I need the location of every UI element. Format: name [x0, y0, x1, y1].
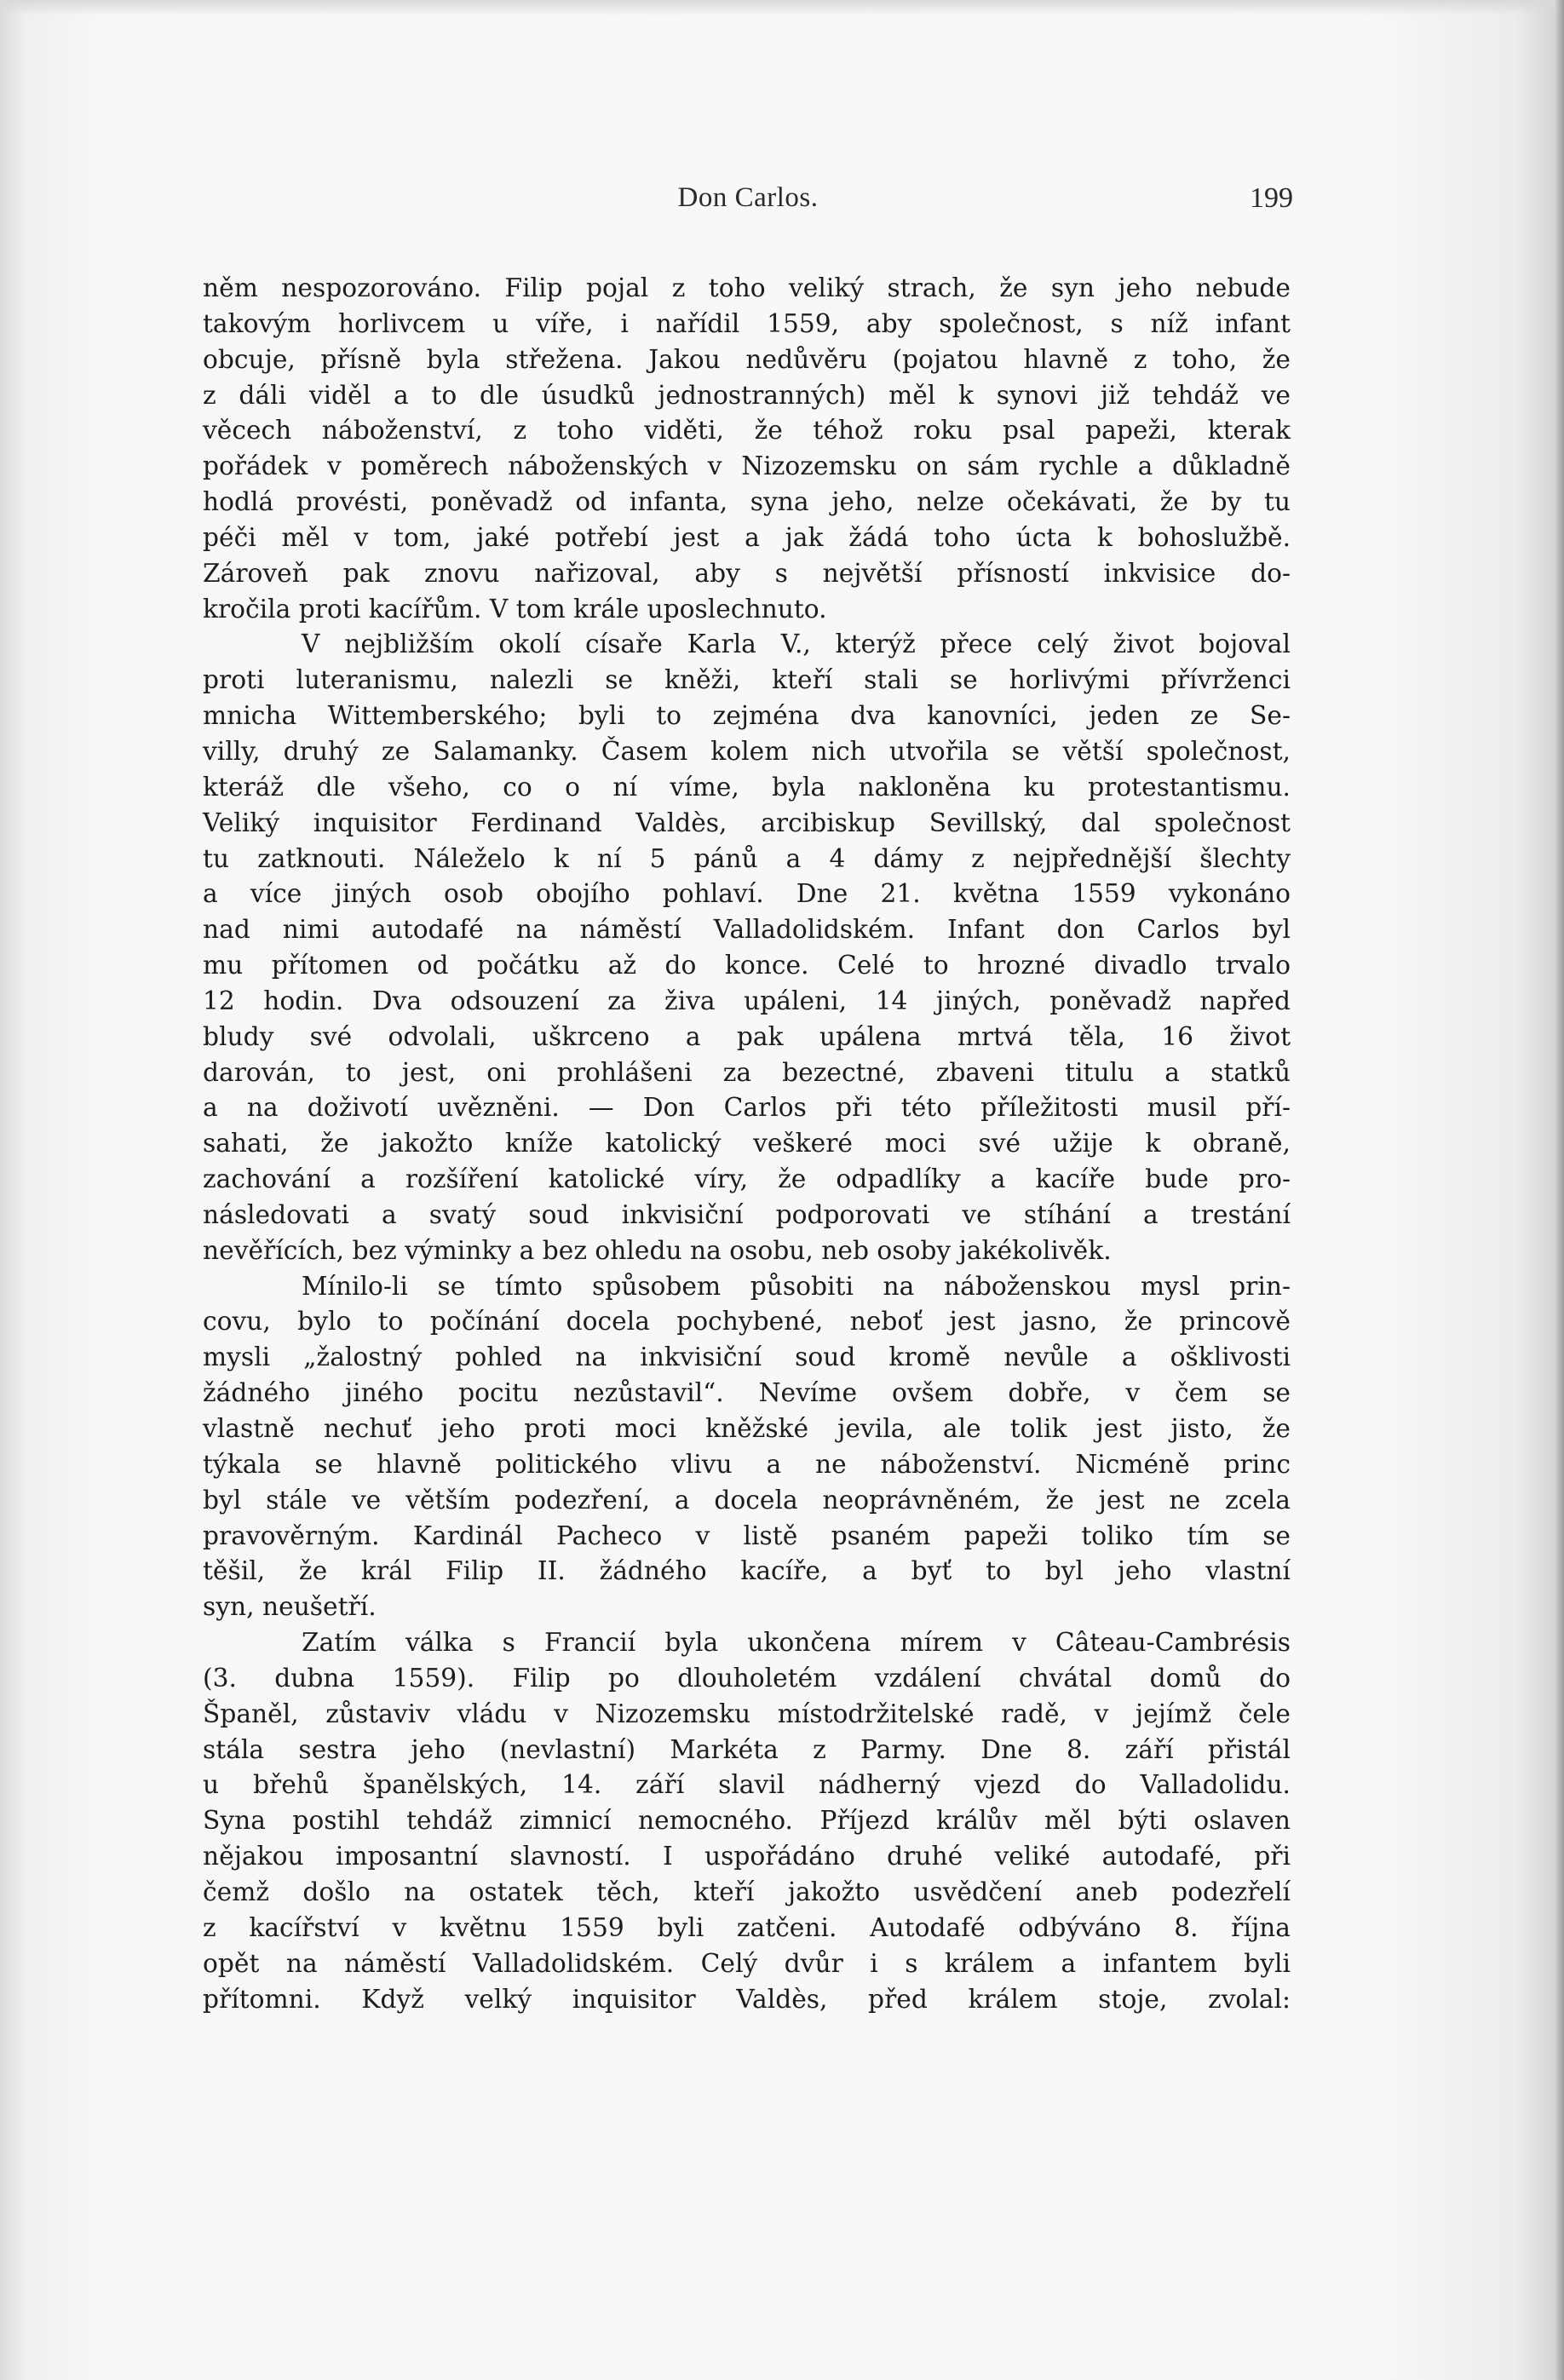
- page-right-edge: [1555, 0, 1564, 2380]
- text-line: týkala se hlavně politického vlivu a ne náboženství. Nicméně princ: [203, 1449, 1291, 1480]
- page-top-shadow: [0, 0, 1564, 15]
- text-line: následovati a svatý soud inkvisiční podporovati ve stíhání a trestání: [203, 1199, 1291, 1230]
- text-line: něm nespozorováno. Filip pojal z toho veliký strach, že syn jeho nebude: [203, 273, 1291, 303]
- running-title: Don Carlos.: [677, 182, 819, 213]
- text-line: Syna postihl tehdáž zimnicí nemocného. Příjezd králův měl býti oslaven: [203, 1806, 1291, 1837]
- text-line: syn, neušetří.: [203, 1592, 377, 1623]
- body-text: [203, 271, 1291, 2017]
- text-line: sahati, že jakožto kníže katolický veškeré moci své užije k obraně,: [203, 1129, 1291, 1159]
- text-line: V nejbližším okolí císaře Karla V., kterýž přece celý život bojoval: [302, 629, 1291, 660]
- text-line: Zatím válka s Francií byla ukončena mírem v Câteau-Cambrésis: [302, 1628, 1291, 1659]
- text-line: tu zatknouti. Náleželo k ní 5 pánů a 4 dámy z nejpřednější šlechty: [203, 843, 1291, 874]
- text-line: 12 hodin. Dva odsouzení za živa upáleni, 14 jiných, poněvadž napřed: [203, 986, 1291, 1016]
- text-line: z dáli viděl a to dle úsudků jednostranných) měl k synovi již tehdáž ve: [203, 380, 1291, 411]
- text-line: těšil, že král Filip II. žádného kacíře, a byť to byl jeho vlastní: [203, 1556, 1291, 1587]
- text-line: darován, to jest, oni prohlášeni za bezectné, zbaveni titulu a statků: [203, 1057, 1291, 1088]
- text-line: byl stále ve větším podezření, a docela neoprávněném, že jest ne zcela: [203, 1485, 1291, 1515]
- text-line: nad nimi autodafé na náměstí Valladolidském. Infant don Carlos byl: [203, 915, 1291, 946]
- text-line: villy, druhý ze Salamanky. Časem kolem nich utvořila se větší společnost,: [203, 736, 1291, 767]
- text-line: (3. dubna 1559). Filip po dlouholetém vzdálení chvátal domů do: [203, 1663, 1291, 1693]
- text-line: Mínilo-li se tímto spůsobem působiti na náboženskou mysl prin-: [302, 1271, 1291, 1302]
- text-line: proti luteranismu, nalezli se kněži, kteří stali se horlivými přívrženci: [203, 665, 1291, 696]
- page-header: [203, 182, 1293, 230]
- text-line: mu přítomen od počátku až do konce. Celé to hrozné divadlo trvalo: [203, 951, 1291, 981]
- text-line: a na doživotí uvězněni. — Don Carlos při této příležitosti musil pří-: [203, 1093, 1291, 1124]
- text-line: vlastně nechuť jeho proti moci kněžské jevila, ale tolik jest jisto, že: [203, 1414, 1291, 1444]
- text-line: nějakou imposantní slavností. I uspořádáno druhé veliké autodafé, při: [203, 1842, 1291, 1872]
- text-line: bludy své odvolali, uškrceno a pak upálena mrtvá těla, 16 život: [203, 1021, 1291, 1052]
- text-line: mnicha Wittemberského; byli to zejména dva kanovníci, jeden ze Se-: [203, 701, 1291, 732]
- text-line: mysli „žalostný pohled na inkvisiční soud kromě nevůle a ošklivosti: [203, 1342, 1291, 1373]
- text-line: péči měl v tom, jaké potřebí jest a jak žádá toho úcta k bohoslužbě.: [203, 522, 1291, 553]
- text-line: čemž došlo na ostatek těch, kteří jakožto usvědčení aneb podezřelí: [203, 1877, 1291, 1907]
- text-line: kteráž dle všeho, co o ní víme, byla nakloněna ku protestantismu.: [203, 772, 1291, 802]
- text-line: stála sestra jeho (nevlastní) Markéta z Parmy. Dne 8. září přistál: [203, 1734, 1291, 1765]
- text-line: žádného jiného pocitu nezůstavil“. Nevíme ovšem dobře, v čem se: [203, 1378, 1291, 1409]
- text-line: opět na náměstí Valladolidském. Celý dvůr i s králem a infantem byli: [203, 1948, 1291, 1979]
- page-number: 199: [1250, 182, 1293, 214]
- text-line: zachování a rozšíření katolické víry, že odpadlíky a kacíře bude pro-: [203, 1164, 1291, 1195]
- text-line: obcuje, přísně byla střežena. Jakou nedůvěru (pojatou hlavně z toho, že: [203, 344, 1291, 375]
- text-line: kročila proti kacířům. V tom krále uposlechnuto.: [203, 594, 827, 624]
- text-line: nevěřících, bez výminky a bez ohledu na osobu, neb osoby jakékolivěk.: [203, 1235, 1112, 1266]
- text-line: a více jiných osob obojího pohlaví. Dne 21. května 1559 vykonáno: [203, 879, 1291, 910]
- text-line: takovým horlivcem u víře, i nařídil 1559, aby společnost, s níž infant: [203, 308, 1291, 339]
- text-line: covu, bylo to počínání docela pochybené, neboť jest jasno, že princově: [203, 1307, 1291, 1337]
- text-line: pravověrným. Kardinál Pacheco v listě psaném papeži toliko tím se: [203, 1521, 1291, 1551]
- text-line: pořádek v poměrech náboženských v Nizozemsku on sám rychle a důkladně: [203, 451, 1291, 482]
- text-line: věcech náboženství, z toho viděti, že téhož roku psal papeži, kterak: [203, 416, 1291, 446]
- text-line: u břehů španělských, 14. září slavil nádherný vjezd do Valladolidu.: [203, 1770, 1291, 1801]
- text-line: z kacířství v květnu 1559 byli zatčeni. Autodafé odbýváno 8. října: [203, 1912, 1291, 1943]
- text-line: Španěl, zůstaviv vládu v Nizozemsku místodržitelské radě, v jejímž čele: [203, 1699, 1291, 1729]
- text-line: přítomni. Když velký inquisitor Valdès, před králem stoje, zvolal:: [203, 1984, 1291, 2015]
- text-line: Zároveň pak znovu nařizoval, aby s největší přísností inkvisice do-: [203, 558, 1291, 589]
- text-line: Veliký inquisitor Ferdinand Valdès, arcibiskup Sevillský, dal společnost: [203, 808, 1291, 838]
- text-line: hodlá provésti, poněvadž od infanta, syna jeho, nelze očekávati, že by tu: [203, 487, 1291, 518]
